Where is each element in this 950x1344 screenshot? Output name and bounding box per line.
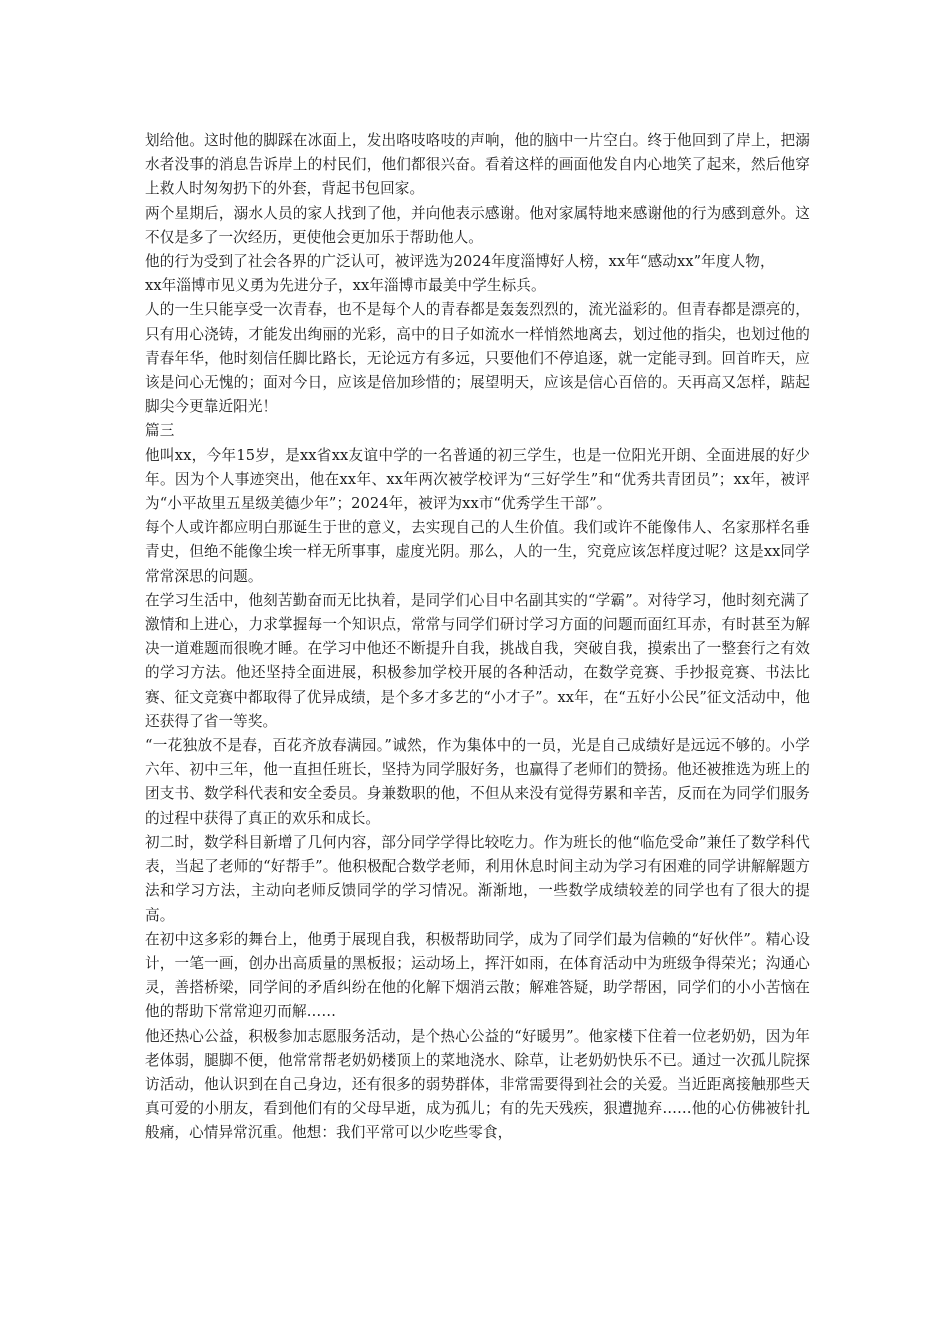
- paragraph: 初二时，数学科目新增了几何内容，部分同学学得比较吃力。作为班长的他“临危受命”兼任了数学科代表，当起了老师的“好帮手”。他积极配合数学老师，利用休息时间主动为学习有困难的同学讲解解题方法和学习方法，主动向老师反馈同学的学习情况。渐渐地，一些数学成绩较差的同学也有了很大的提高。: [145, 833, 810, 924]
- paragraph: 他的行为受到了社会各界的广泛认可，被评选为2024年度淄博好人榜，xx年“感动xx”年度人物，: [145, 253, 775, 271]
- paragraph: 两个星期后，溺水人员的家人找到了他，并向他表示感谢。他对家属特地来感谢他的行为感到意外。这不仅是多了一次经历，更使他会更加乐于帮助他人。: [145, 204, 810, 246]
- paragraph: 人的一生只能享受一次青春，也不是每个人的青春都是轰轰烈烈的，流光溢彩的。但青春都是漂亮的，只有用心浇铸，才能发出绚丽的光彩，高中的日子如流水一样悄然地离去，划过他的指尖，也划过他的青春年华，他时刻信任脚比路长，无论远方有多远，只要他们不停追逐，就一定能寻到。回首昨天，应该是问心无愧的；面对今日，应该是倍加珍惜的；展望明天，应该是信心百倍的。天再高又怎样，踮起脚尖今更靠近阳光！: [145, 301, 810, 416]
- paragraph: xx年淄博市见义勇为先进分子，xx年淄博市最美中学生标兵。: [145, 277, 546, 295]
- paragraph: 他叫xx，今年15岁，是xx省xx友谊中学的一名普通的初三学生，也是一位阳光开朗、全面进展的好少年。因为个人事迹突出，他在xx年、xx年两次被学校评为“三好学生”和“优秀共青团员”；xx年，被评为“小平故里五星级美德少年”；2024年，被评为xx市“优秀学生干部”。: [145, 446, 810, 513]
- paragraph: 他还热心公益，积极参加志愿服务活动，是个热心公益的“好暖男”。他家楼下住着一位老奶奶，因为年老体弱，腿脚不便，他常常帮老奶奶楼顶上的菜地浇水、除草，让老奶奶快乐不已。通过一次孤儿院探访活动，他认识到在自己身边，还有很多的弱势群体，非常需要得到社会的关爱。当近距离接触那些天真可爱的小朋友，看到他们有的父母早逝，成为孤儿；有的先天残疾，狠遭抛弃……他的心仿佛被针扎般痛，心情异常沉重。他想：我们平常可以少吃些零食，: [145, 1027, 810, 1142]
- paragraph: 划给他。这时他的脚踩在冰面上，发出咯吱咯吱的声响，他的脑中一片空白。终于他回到了岸上，把溺水者没事的消息告诉岸上的村民们，他们都很兴奋。看着这样的画面他发自内心地笑了起来，然后他穿上救人时匆匆扔下的外套，背起书包回家。: [145, 132, 810, 198]
- paragraph: 每个人或许都应明白那诞生于世的意义，去实现自己的人生价值。我们或许不能像伟人、名家那样名垂青史，但绝不能像尘埃一样无所事事，虚度光阴。那么，人的一生，究竟应该怎样度过呢？这是xx同学常常深思的问题。: [145, 519, 810, 585]
- section-heading: 篇三: [145, 422, 175, 440]
- paragraph: 在初中这多彩的舞台上，他勇于展现自我，积极帮助同学，成为了同学们最为信赖的“好伙伴”。精心设计，一笔一画，创办出高质量的黑板报；运动场上，挥汗如雨，在体育活动中为班级争得荣光；沟通心灵，善搭桥梁，同学间的矛盾纠纷在他的化解下烟消云散；解难答疑，助学帮困，同学们的小小苦恼在他的帮助下常常迎刃而解……: [145, 930, 810, 1021]
- document-body: [145, 129, 810, 1146]
- paragraph: 在学习生活中，他刻苦勤奋而无比执着，是同学们心目中名副其实的“学霸”。对待学习，他时刻充满了激情和上进心，力求掌握每一个知识点，常常与同学们研讨学习方面的问题而面红耳赤，有时甚至为解决一道难题而很晚才睡。在学习中他还不断提升自我，挑战自我，突破自我，摸索出了一整套行之有效的学习方法。他还坚持全面进展，积极参加学校开展的各种活动，在数学竞赛、手抄报竞赛、书法比赛、征文竞赛中都取得了优异成绩，是个多才多艺的“小才子”。xx年，在“五好小公民”征文活动中，他还获得了省一等奖。: [145, 591, 810, 730]
- paragraph: “一花独放不是春，百花齐放春满园。”诚然，作为集体中的一员，光是自己成绩好是远远不够的。小学六年、初中三年，他一直担任班长，坚持为同学服好务，也赢得了老师们的赞扬。他还被推选为班上的团支书、数学科代表和安全委员。身兼数职的他，不但从来没有觉得劳累和辛苦，反而在为同学们服务的过程中获得了真正的欢乐和成长。: [145, 737, 810, 827]
